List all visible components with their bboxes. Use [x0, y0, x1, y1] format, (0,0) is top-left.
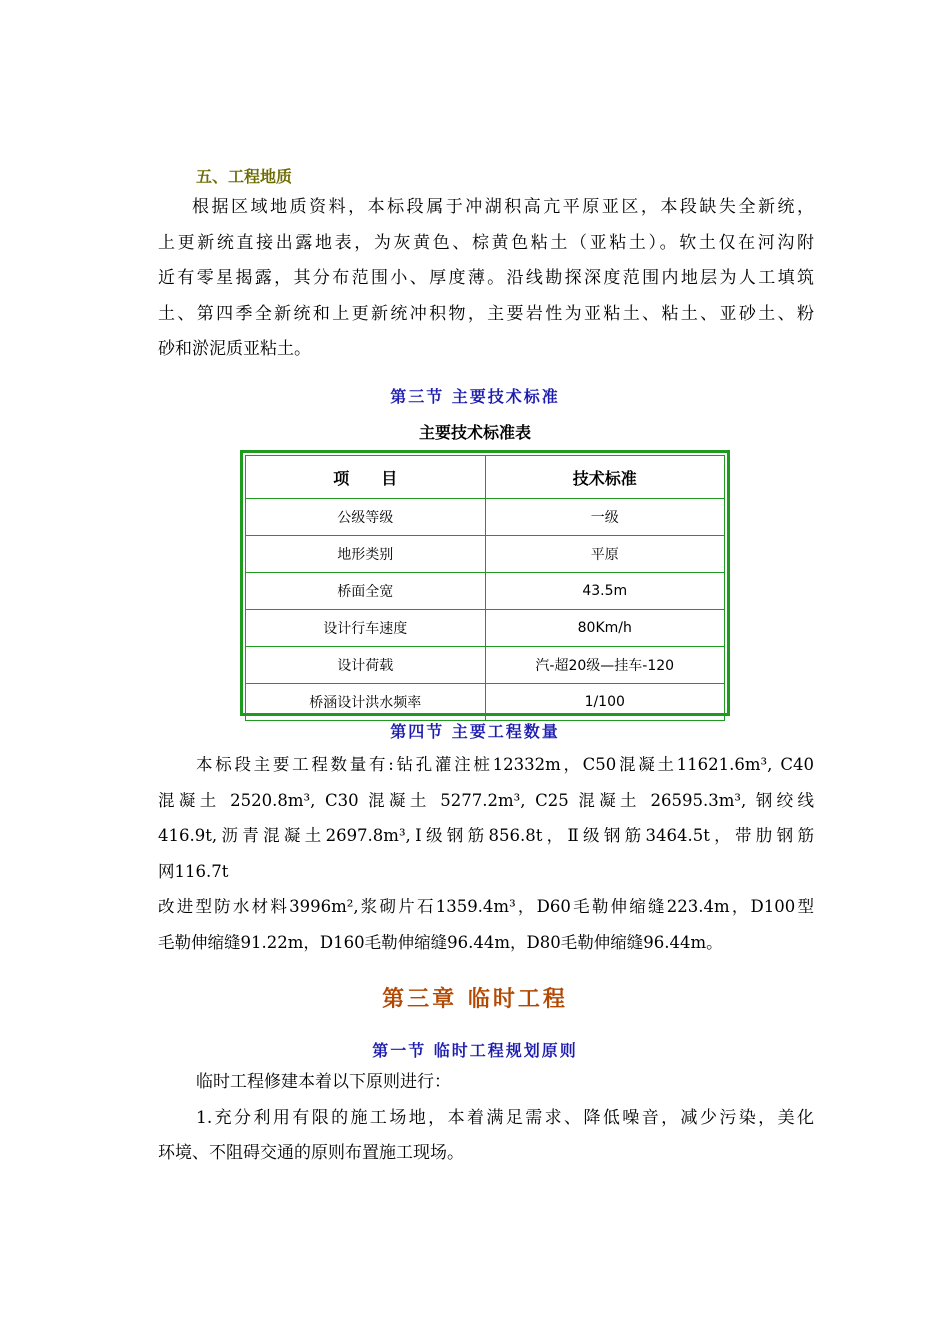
table-cell: 设计行车速度 [246, 610, 486, 647]
chapter-title: 第三章 临时工程 [382, 987, 568, 1012]
table-cell: 设计荷载 [246, 647, 486, 684]
paragraph-line: 砂和淤泥质亚粘土。 [158, 339, 311, 359]
table-row [246, 647, 725, 684]
table-cell: 43.5m [485, 573, 725, 610]
paragraph-line: 近有零星揭露，其分布范围小、厚度薄。沿线勘探深度范围内地层为人工填筑 [158, 268, 814, 288]
section-heading-geology: 五、工程地质 [196, 167, 293, 186]
paragraph-line: 临时工程修建本着以下原则进行： [196, 1072, 451, 1092]
table-cell: 公级等级 [246, 499, 486, 536]
tech-standards-table [240, 450, 730, 716]
paragraph-line: 毛勒伸缩缝91.22m，D160毛勒伸缩缝96.44m，D80毛勒伸缩缝96.44m。 [158, 932, 723, 952]
table-cell: 平原 [485, 536, 725, 573]
section-title-tech-standards: 第三节 主要技术标准 [390, 387, 560, 406]
table-cell: 1/100 [485, 684, 725, 721]
table-row [246, 499, 725, 536]
table-cell: 桥涵设计洪水频率 [246, 684, 486, 721]
table-row [246, 610, 725, 647]
paragraph-line: 本标段主要工程数量有:钻孔灌注桩12332m，C50混凝土11621.6m³, C40 [196, 755, 814, 774]
quantities-paragraph [158, 747, 814, 960]
table-cell: 汽-超20级—挂车-120 [485, 647, 725, 684]
paragraph-line: 根据区域地质资料，本标段属于冲湖积高亢平原亚区，本段缺失全新统， [192, 197, 814, 217]
paragraph-line: 改进型防水材料3996m²,浆砌片石1359.4m³，D60毛勒伸缩缝223.4m，D100型 [158, 897, 814, 916]
table-cell: 80Km/h [485, 610, 725, 647]
paragraph-line: 网116.7t [158, 861, 229, 881]
table-title: 主要技术标准表 [418, 423, 531, 442]
paragraph-line: 土、第四季全新统和上更新统冲积物，主要岩性为亚粘土、粘土、亚砂土、粉 [158, 303, 814, 324]
table-row [246, 536, 725, 573]
table-cell: 桥面全宽 [246, 573, 486, 610]
paragraph-line: 1.充分利用有限的施工场地，本着满足需求、降低噪音，减少污染，美化 [196, 1107, 814, 1128]
section-title-quantities: 第四节 主要工程数量 [390, 722, 560, 741]
geology-paragraph [158, 190, 814, 368]
table-header-row [246, 456, 725, 499]
principles-paragraph [158, 1065, 814, 1172]
table-header-item: 项 目 [246, 456, 486, 499]
paragraph-line: 416.9t,沥青混凝土2697.8m³,Ⅰ级钢筋856.8t，Ⅱ级钢筋3464.5t，带肋钢筋 [158, 826, 814, 845]
paragraph-line: 上更新统直接出露地表，为灰黄色、棕黄色粘土（亚粘土）。软土仅在河沟附 [158, 232, 814, 253]
table-header-standard: 技术标准 [485, 456, 725, 499]
paragraph-line: 环境、不阻碍交通的原则布置施工现场。 [158, 1143, 464, 1163]
table-row [246, 684, 725, 721]
section-title-temp-principles: 第一节 临时工程规划原则 [372, 1041, 578, 1060]
table-row [246, 573, 725, 610]
table-cell: 地形类别 [246, 536, 486, 573]
paragraph-line: 混凝土 2520.8m³, C30 混凝土 5277.2m³, C25 混凝土 26595.3m³, 钢绞线 [158, 790, 814, 810]
table-cell: 一级 [485, 499, 725, 536]
